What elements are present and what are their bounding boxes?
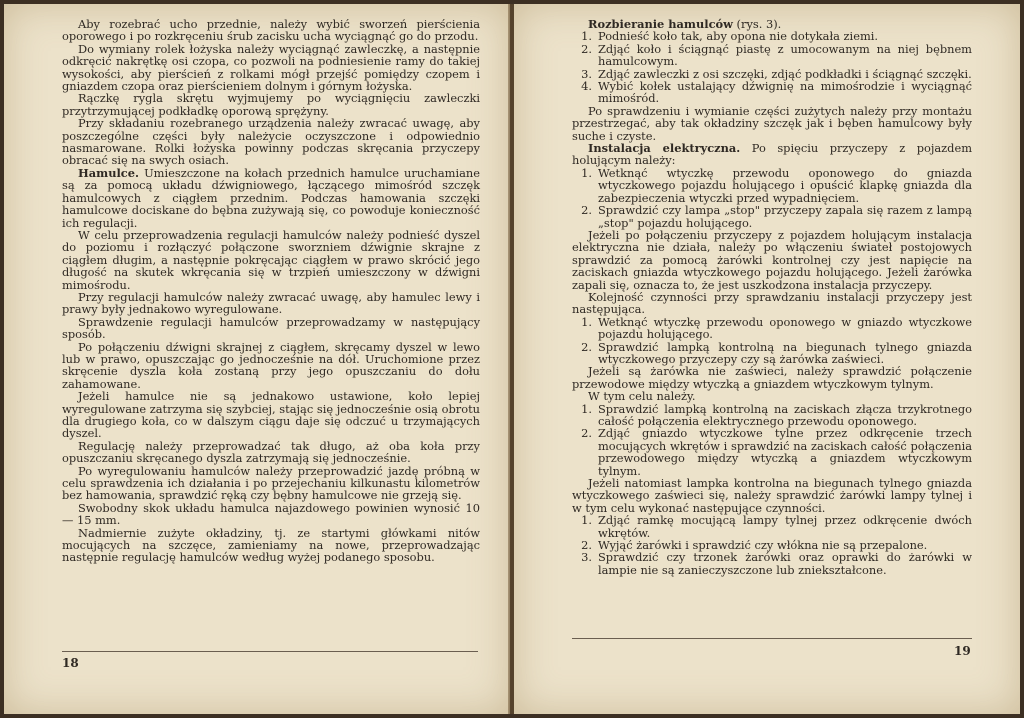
paragraph: Jeżeli po połączeniu przyczepy z pojazdem holującym instalacja elektryczna nie działa, należy po włączeniu świateł postojowych sprawdzić za pomocą żarówki kontrolnej czy jest napięcie na zaciskach gniazda wtyczkowego pojazdu holującego. Jeżeli żarówka zapali się, oznacza to, że jest uszkodzona instalacja przyczepy. bbox=[572, 227, 972, 292]
paragraph: Jeżeli hamulce nie są jednakowo ustawione, koło lepiej wyregulowane zatrzyma się szybciej, stając się jednocześnie osią obrotu dla drugiego koła, co w dalszym ciągu daje się odczuć u trzymających dyszel. bbox=[62, 389, 480, 441]
brake-steps-list bbox=[572, 30, 972, 104]
electrical-steps-list bbox=[572, 167, 972, 229]
list-item: 3. Sprawdzić czy trzonek żarówki oraz oprawki do żarówki w lampie nie są zanieczyszczone lub zniekształcone. bbox=[581, 550, 972, 577]
paragraph: Po wyregulowaniu hamulców należy przeprowadzić jazdę próbną w celu sprawdzenia ich działania i po przejechaniu kilkunastu kilometrów bez hamowania, sprawdzić ręką czy bębny hamulcowe nie grzeją się. bbox=[62, 463, 480, 503]
paragraph: Nadmiernie zużyte okładziny, tj. ze startymi główkami nitów mocujących na szczęce, zamieniamy na nowe, przeprowadzając następnie regulację hamulców według wyżej podanego sposobu. bbox=[62, 525, 480, 565]
section-heading: Instalacja elektryczna. bbox=[588, 141, 741, 156]
section-heading-line bbox=[572, 142, 972, 167]
paragraph: Kolejność czynności przy sprawdzaniu instalacji przyczepy jest następująca. bbox=[572, 289, 972, 317]
list-item: 4. Wybić kołek ustalający dźwignię na mimośrodzie i wyciągnąć mimośród. bbox=[581, 79, 972, 106]
paragraph: W tym celu należy. bbox=[588, 389, 696, 404]
footer-rule bbox=[572, 638, 972, 639]
paragraph: Jeżeli są żarówka nie zaświeci, należy sprawdzić połączenie przewodowe między wtyczką a gniazdem wtyczkowym tylnym. bbox=[572, 364, 972, 391]
paragraph: Sprawdzenie regulacji hamulców przeprowadzamy w następujący sposób. bbox=[62, 314, 480, 342]
paragraph: Regulację należy przeprowadzać tak długo, aż oba koła przy opuszczaniu skręcanego dyszla zatrzymają się jednocześnie. bbox=[62, 438, 480, 466]
brakes-heading: Hamulce. bbox=[78, 165, 139, 180]
paragraph: Przy składaniu rozebranego urządzenia należy zwracać uwagę, aby poszczególne części były należycie oczyszczone i odpowiednio nasmarowane. Rolki łożyska powinny podczas skręcania przyczepy obracać się na swych osiach. bbox=[62, 116, 480, 168]
list-item: 2. Zdjąć koło i ściągnąć piastę z umocowanym na niej bębnem hamulcowym. bbox=[581, 41, 972, 69]
paragraph: Jeżeli natomiast lampka kontrolna na biegunach tylnego gniazda wtyczkowego zaświeci się, należy sprawdzić żarówki lampy tylnej i w tym celu wykonać następujące czynności. bbox=[572, 476, 972, 515]
paragraph: W celu przeprowadzenia regulacji hamulców należy podnieść dyszel do poziomu i rozłączyć połączone sworzniem dźwignie skrajne z ciągłem długim, a następnie pokręcając ciągłem w prawo skrócić jego długość na skutek wkręcania się w trzpień umieszczony w dźwigni mimośrodu. bbox=[62, 227, 480, 292]
list-item: 1. Wetknąć wtyczkę przewodu oponowego do gniazda wtyczkowego pojazdu holującego i opuścić klapkę gniazda dla zabezpieczenia wtyczki przed wypadnięciem. bbox=[581, 165, 972, 205]
list-item: 2. Zdjąć gniazdo wtyczkowe tylne przez odkręcenie trzech mocujących wkrętów i sprawdzić na zaciskach całość połączenia przewodowego między wtyczką a gniazdem wtyczkowym tylnym. bbox=[581, 426, 972, 478]
right-page-text bbox=[572, 18, 972, 576]
paragraph: Po połączeniu dźwigni skrajnej z ciągłem, skręcamy dyszel w lewo lub w prawo, opuszczając go jednocześnie na dół. Uruchomione przez skręcenie dyszla koła zostaną przy jego opuszczaniu do dołu zahamowane. bbox=[62, 339, 480, 391]
paragraph: Do wymiany rolek łożyska należy wyciągnąć zawleczkę, a następnie odkręcić nakrętkę osi czopa, co pozwoli na podniesienie ramy do takiej wysokości, aby pierścień z rolkami mógł przejść pomiędzy czopem i gniazdem czopa oraz pierścieniem dolnym i górnym łożyska. bbox=[62, 41, 480, 94]
left-page bbox=[4, 4, 510, 714]
list-item: 1. Zdjąć ramkę mocującą lampy tylnej przez odkręcenie dwóch wkrętów. bbox=[581, 513, 972, 540]
list-item: 1. Sprawdzić lampką kontrolną na zaciskach złącza trzykrotnego całość połączenia elektrycznego przewodu oponowego. bbox=[581, 401, 972, 428]
list-item: 1. Wetknąć wtyczkę przewodu oponowego w gniazdo wtyczkowe pojazdu holującego. bbox=[581, 314, 972, 342]
left-page-text bbox=[62, 18, 480, 564]
wiring-steps-list bbox=[572, 403, 972, 477]
page-number: 19 bbox=[954, 644, 971, 658]
paragraph: Przy regulacji hamulców należy zwracać uwagę, aby hamulec lewy i prawy były jednakowo wyregulowane. bbox=[62, 289, 480, 317]
list-item: 1. Podnieść koło tak, aby opona nie dotykała ziemi. bbox=[581, 29, 879, 44]
check-steps-list bbox=[572, 316, 972, 366]
paragraph: Po sprawdzeniu i wymianie części zużytych należy przy montażu przestrzegać, aby tak okładziny szczęk jak i bęben hamulcowy były suche i czyste. bbox=[572, 103, 972, 143]
lamp-steps-list bbox=[572, 514, 972, 576]
list-item: 3. Zdjąć zawleczki z osi szczęki, zdjąć podkładki i ściągnąć szczęki. bbox=[581, 66, 972, 81]
paragraph: Rączkę rygla skrętu wyjmujemy po wyciągnięciu zawleczki przytrzymującej podkładkę oporową sprężyny. bbox=[62, 91, 480, 118]
right-page bbox=[514, 4, 1020, 714]
page-number: 18 bbox=[62, 656, 79, 670]
section-intro: Po spięciu przyczepy z pojazdem holującym należy: bbox=[572, 141, 973, 168]
list-item: 2. Wyjąć żarówki i sprawdzić czy włókna nie są przepalone. bbox=[581, 538, 928, 553]
list-item: 2. Sprawdzić lampką kontrolną na biegunach tylnego gniazda wtyczkowego przyczepy czy są żarówka zaświeci. bbox=[581, 339, 972, 366]
paragraph: Swobodny skok układu hamulca najazdowego powinien wynosić 10 — 15 mm. bbox=[62, 500, 480, 528]
footer-rule bbox=[62, 651, 478, 652]
figure-ref: (rys. 3). bbox=[732, 17, 782, 31]
paragraph: Aby rozebrać ucho przednie, należy wybić sworzeń pierścienia oporowego i po rozkręceniu śrub zacisku ucha wyciągnąć go do przodu. bbox=[62, 17, 480, 44]
section-heading: Rozbieranie hamulców bbox=[588, 17, 733, 31]
list-item: 2. Sprawdzić czy lampa „stop" przyczepy zapala się razem z lampą „stop" pojazdu holującego. bbox=[581, 203, 972, 230]
brakes-paragraph bbox=[62, 167, 480, 229]
brakes-text: Umieszczone na kołach przednich hamulce uruchamiane są za pomocą układu dźwigniowego, łączącego mimośród szczęk hamulcowych z ciągłem przednim. Podczas hamowania szczęki hamulcowe dociskane do bębna zużywają się, co powoduje konieczność ich regulacji. bbox=[62, 165, 480, 230]
